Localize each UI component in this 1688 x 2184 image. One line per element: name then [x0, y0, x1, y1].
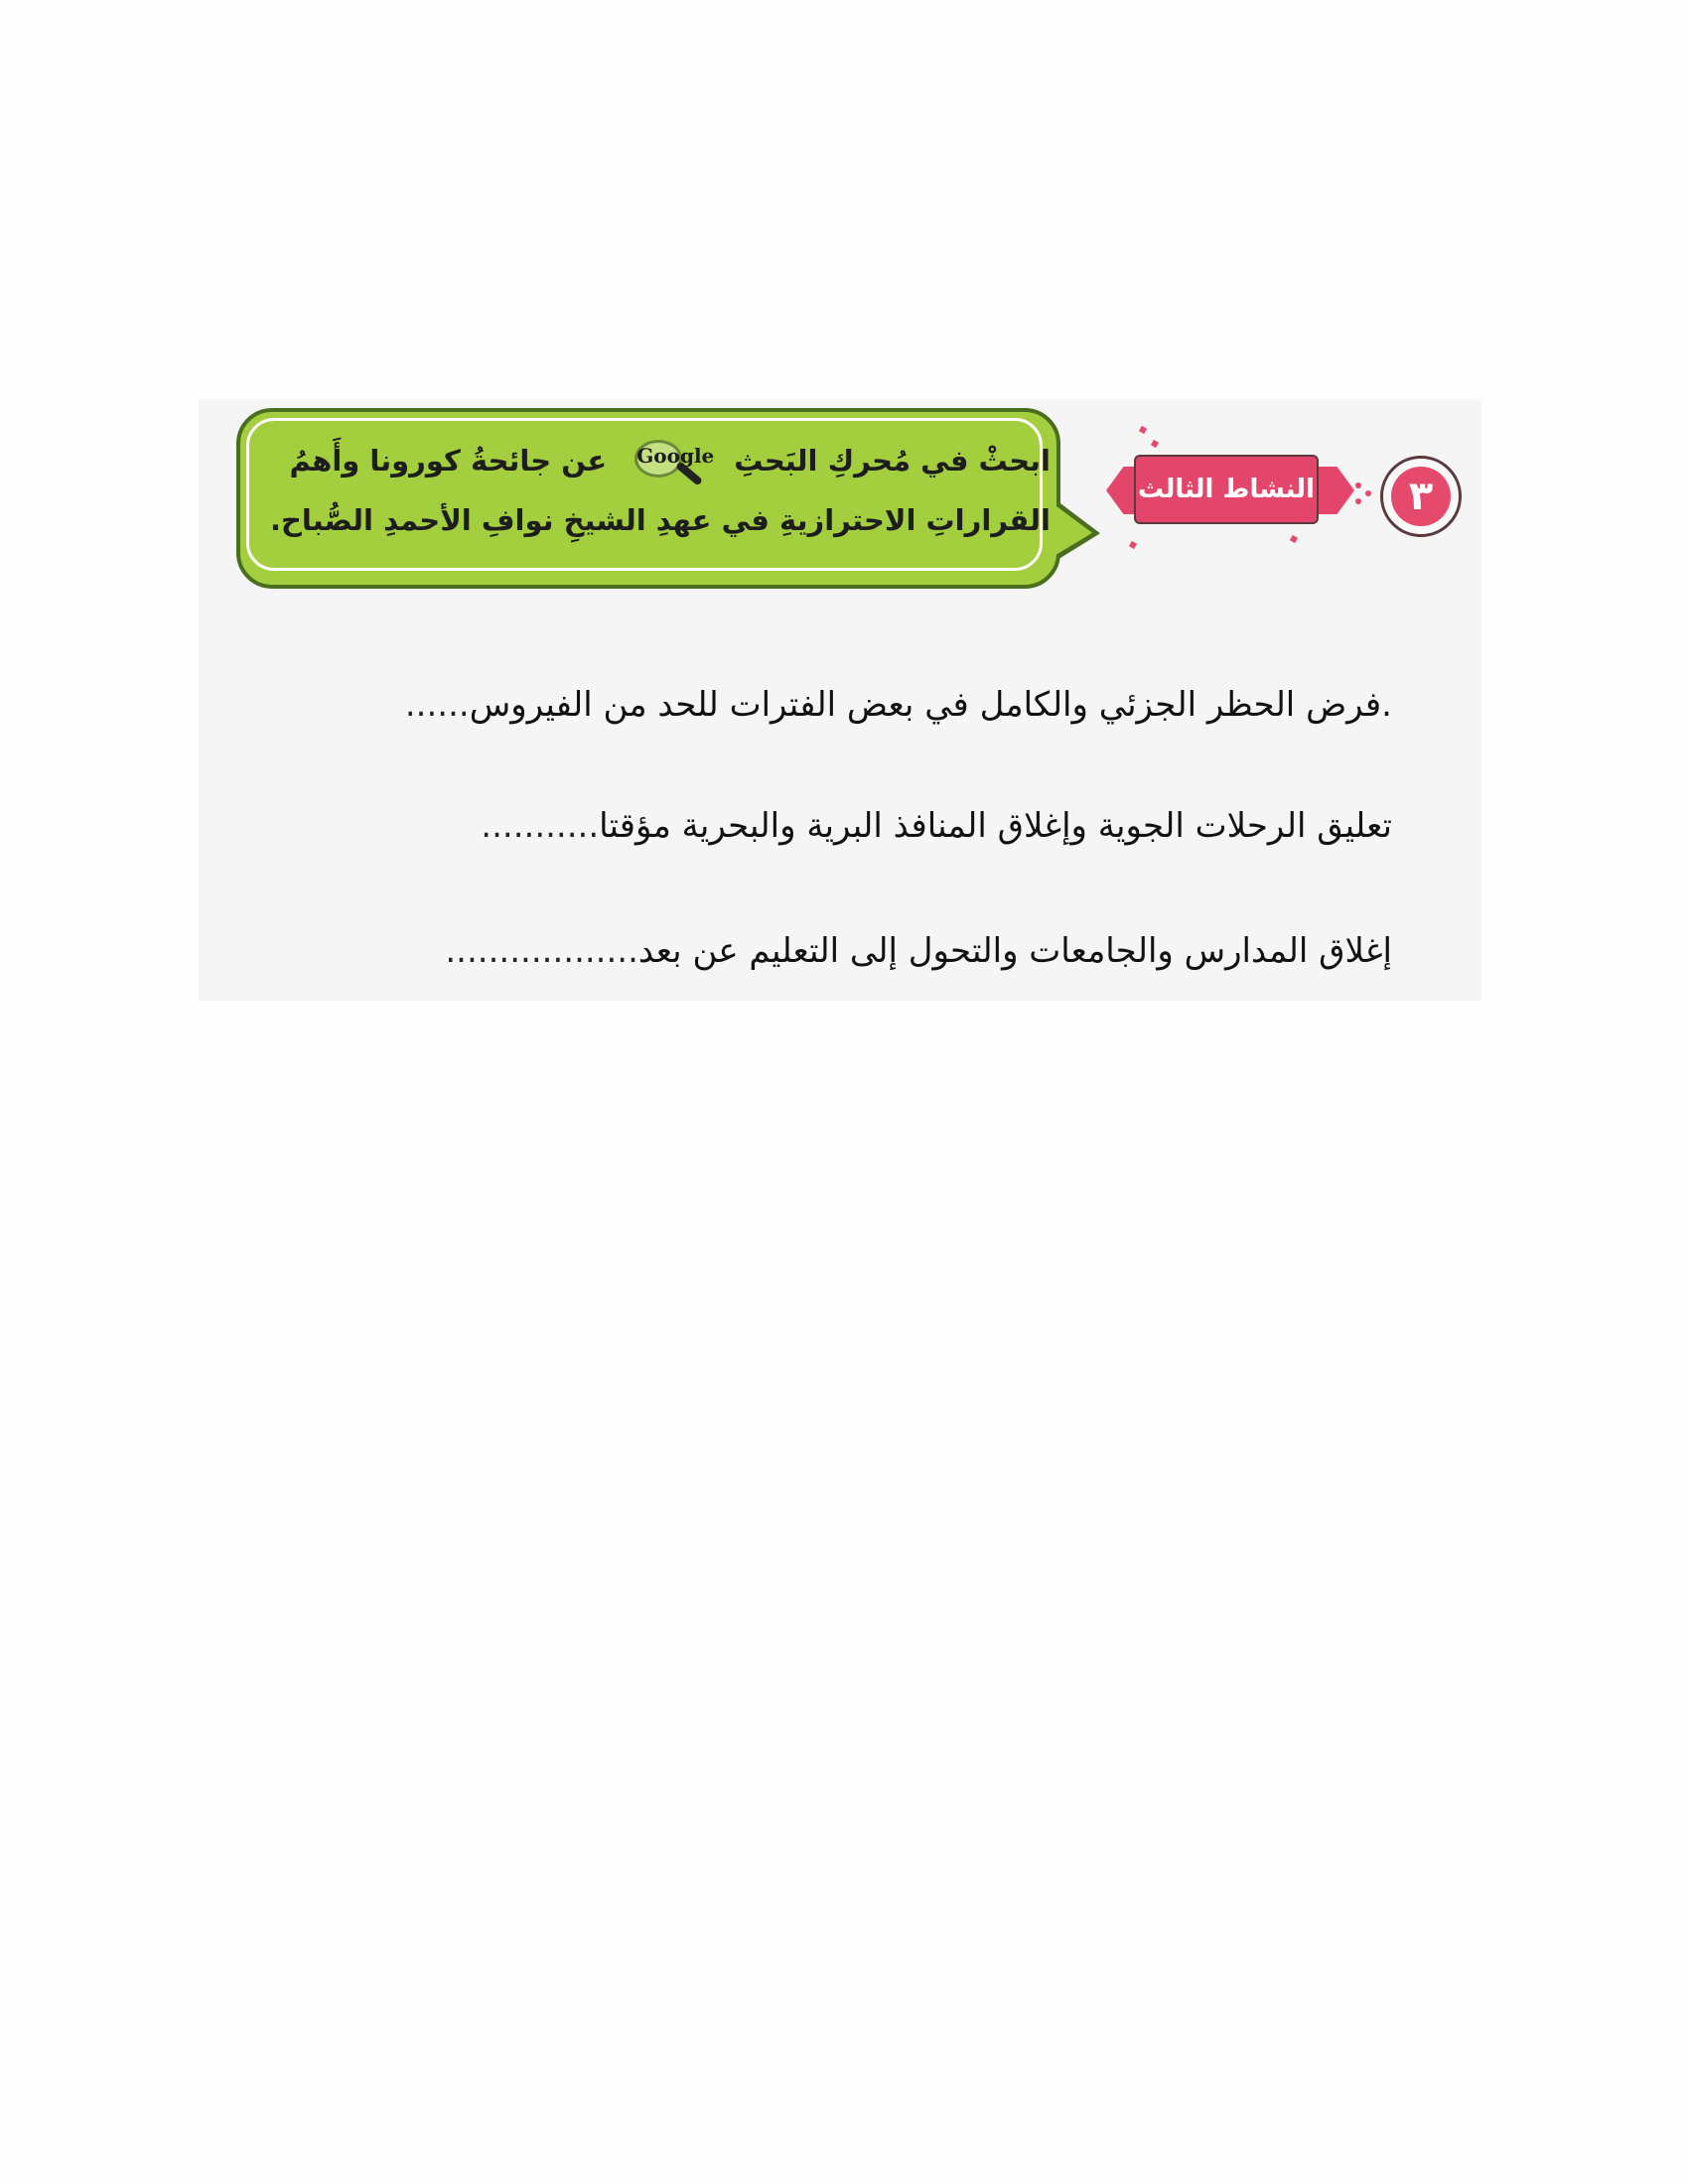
decorative-dots: [1355, 482, 1377, 508]
instruction-text-part-1: ابحثْ في مُحركِ البَحثِ: [734, 444, 1051, 478]
instruction-line-2: القراراتِ الاحترازيةِ في عهدِ الشيخِ نوافِ الأحمدِ الصُّباح.: [269, 503, 1051, 537]
answer-line-2: [260, 806, 1392, 866]
activity-title: النشاط الثالث: [1138, 475, 1315, 504]
instruction-bubble: [236, 408, 1090, 589]
answer-text-2: تعليق الرحلات الجوية وإغلاق المنافذ البرية والبحرية مؤقتا: [599, 806, 1392, 846]
answer-dots-1: ......: [404, 685, 470, 725]
answer-text-3: إغلاق المدارس والجامعات والتحول إلى التعليم عن بعد: [637, 931, 1392, 971]
google-logo-text: Google: [636, 444, 715, 468]
instruction-text-part-2: عن جائحةُ كورونا وأَهمُ: [289, 444, 608, 478]
answer-dots-3: ..................: [445, 931, 638, 971]
activity-title-ribbon: [1106, 447, 1354, 536]
instruction-line-1: [289, 440, 1051, 485]
answer-line-3: [260, 931, 1392, 991]
google-search-icon: [625, 440, 716, 485]
answer-line-1: [260, 685, 1392, 745]
answer-text-1: .فرض الحظر الجزئي والكامل في بعض الفترات للحد من الفيروس: [469, 685, 1392, 725]
activity-number-badge: [1380, 456, 1462, 537]
answer-dots-2: ...........: [481, 806, 600, 846]
activity-number: ٣: [1391, 467, 1451, 526]
